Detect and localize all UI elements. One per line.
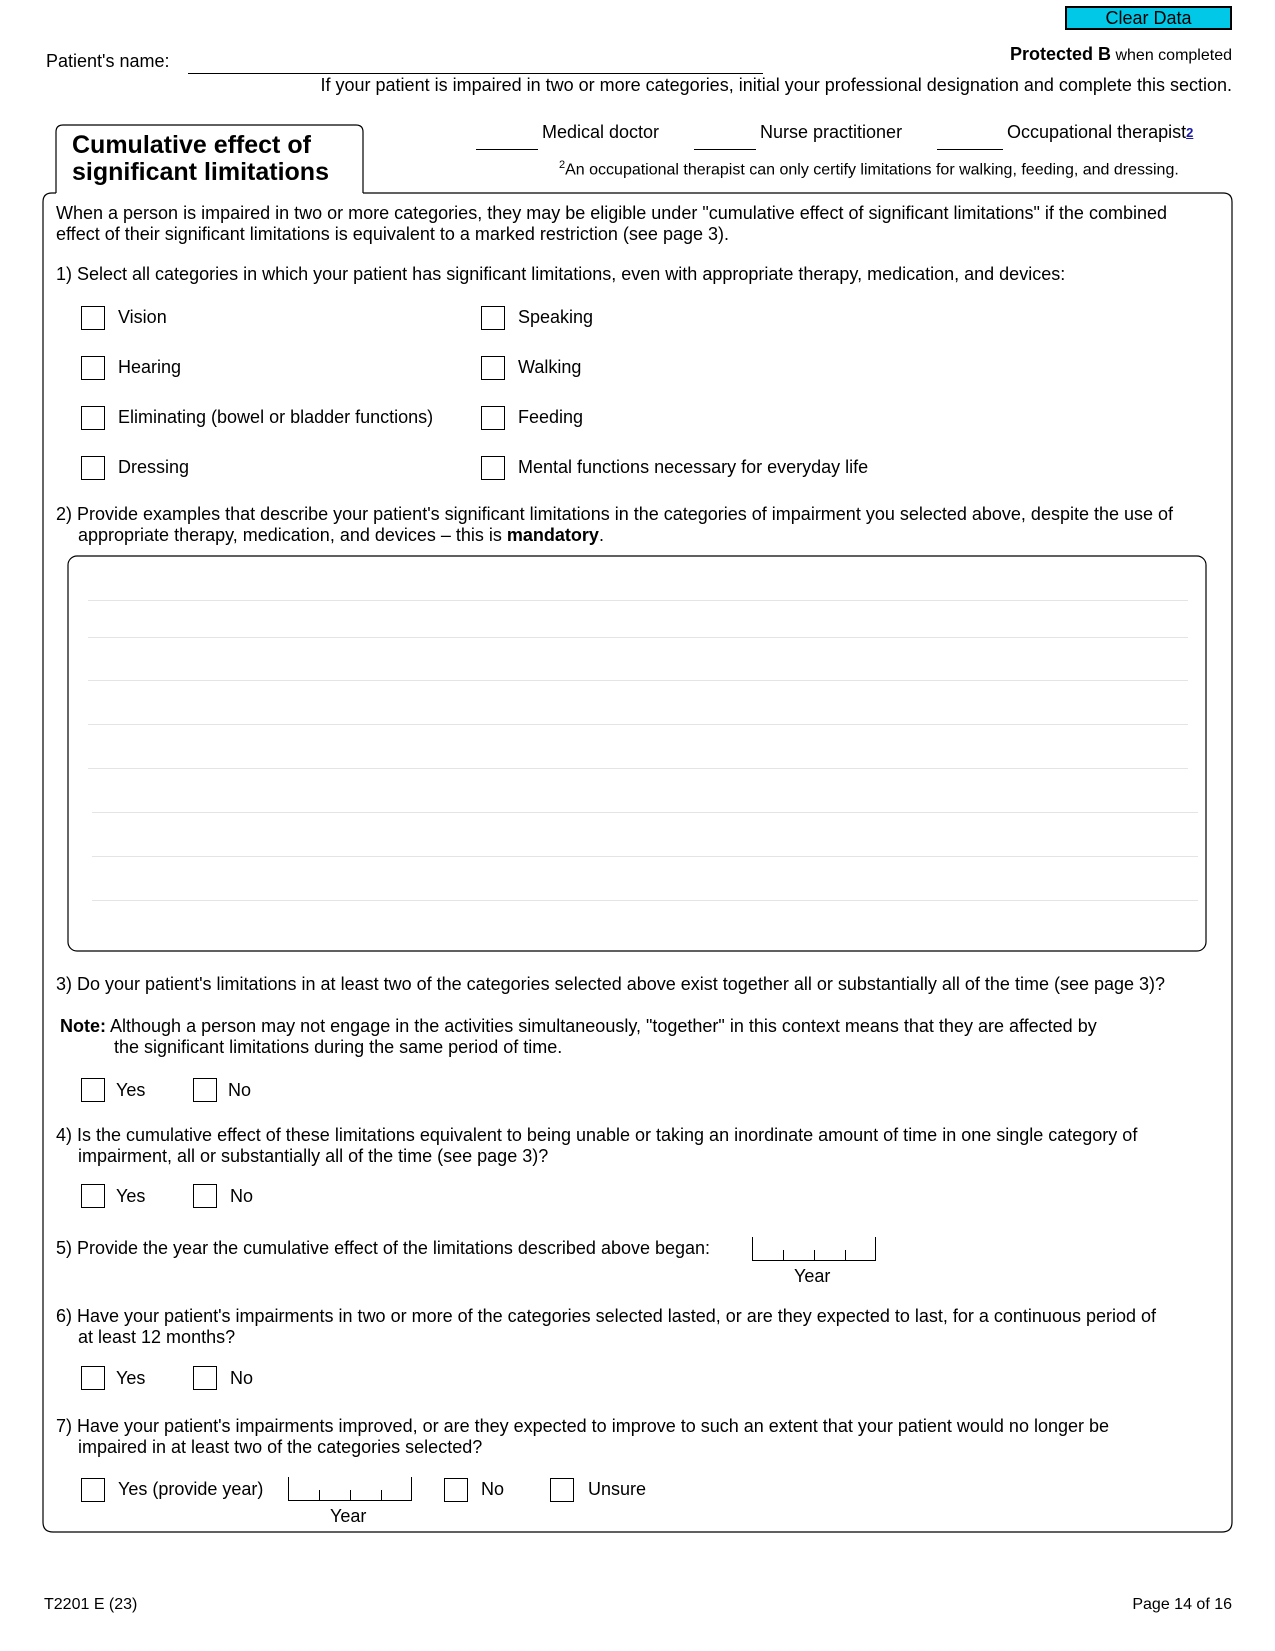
writing-line bbox=[88, 680, 1188, 681]
q6-no-checkbox[interactable] bbox=[193, 1366, 217, 1390]
examples-textarea[interactable] bbox=[70, 558, 1204, 949]
label-eliminating: Eliminating (bowel or bladder functions) bbox=[118, 407, 434, 427]
label-speaking: Speaking bbox=[518, 307, 594, 327]
writing-line bbox=[92, 900, 1198, 901]
q7-unsure-checkbox[interactable] bbox=[550, 1478, 574, 1502]
q4-no-label: No bbox=[230, 1186, 254, 1206]
writing-line bbox=[88, 600, 1188, 601]
q3-yes-label: Yes bbox=[116, 1080, 146, 1100]
medical-doctor-initials-field[interactable] bbox=[476, 149, 538, 150]
question-1-text: 1) Select all categories in which your patient has significant limitations, even with appropriate therapy, medication, and devices: bbox=[56, 264, 1066, 284]
occupational-therapist-label: Occupational therapist bbox=[1007, 122, 1187, 142]
q7-no-checkbox[interactable] bbox=[444, 1478, 468, 1502]
checkbox-speaking[interactable] bbox=[481, 306, 505, 330]
designation-occupational-therapist bbox=[1007, 122, 1193, 143]
instruction-text: If your patient is impaired in two or more categories, initial your professional designation and complete this section. bbox=[320, 75, 1232, 95]
question-2-text bbox=[56, 504, 1173, 546]
q7-year-label: Year bbox=[330, 1506, 367, 1526]
checkbox-mental-functions[interactable] bbox=[481, 456, 505, 480]
section-title bbox=[72, 132, 329, 186]
footnote-2-marker: 2 bbox=[559, 159, 566, 171]
question-6-line1: 6) Have your patient's impairments in two or more of the categories selected lasted, or are they expected to last, for a continuous period of bbox=[56, 1306, 1157, 1326]
q3-yes-checkbox[interactable] bbox=[81, 1078, 105, 1102]
label-feeding: Feeding bbox=[518, 407, 584, 427]
footnote-2-text: An occupational therapist can only certify limitations for walking, feeding, and dressing. bbox=[565, 161, 1179, 179]
question-6-text bbox=[56, 1306, 1156, 1348]
q4-yes-checkbox[interactable] bbox=[81, 1184, 105, 1208]
q5-year-label: Year bbox=[794, 1266, 831, 1286]
question-5-text: 5) Provide the year the cumulative effect of the limitations described above began: bbox=[56, 1238, 711, 1258]
q7-unsure-label: Unsure bbox=[588, 1479, 647, 1499]
year-digit-divider bbox=[814, 1250, 815, 1260]
footnote-2 bbox=[559, 156, 1179, 179]
label-mental-functions: Mental functions necessary for everyday life bbox=[518, 457, 869, 477]
checkbox-feeding[interactable] bbox=[481, 406, 505, 430]
designation-nurse-practitioner: Nurse practitioner bbox=[760, 122, 903, 142]
q7-yes-checkbox[interactable] bbox=[81, 1478, 105, 1502]
checkbox-vision[interactable] bbox=[81, 306, 105, 330]
writing-line bbox=[88, 768, 1188, 769]
writing-line bbox=[92, 856, 1198, 857]
question-6-line2: at least 12 months? bbox=[78, 1327, 236, 1347]
q7-year-input[interactable] bbox=[288, 1477, 412, 1501]
section-title-line1: Cumulative effect of bbox=[72, 131, 311, 159]
note-label: Note: bbox=[60, 1016, 106, 1036]
question-2-line2-text: appropriate therapy, medication, and devices – this is bbox=[78, 525, 507, 545]
question-4-line2: impairment, all or substantially all of the time (see page 3)? bbox=[78, 1146, 549, 1166]
writing-line bbox=[88, 637, 1188, 638]
year-digit-divider bbox=[783, 1250, 784, 1260]
intro-text bbox=[56, 203, 1167, 245]
page-number: Page 14 of 16 bbox=[1132, 1596, 1232, 1613]
writing-line bbox=[88, 724, 1188, 725]
q5-year-input[interactable] bbox=[752, 1237, 876, 1261]
q6-yes-label: Yes bbox=[116, 1368, 146, 1388]
question-7-line2: impaired in at least two of the categories selected? bbox=[78, 1437, 483, 1457]
question-7-text bbox=[56, 1416, 1109, 1458]
year-digit-divider bbox=[350, 1490, 351, 1500]
question-7-line1: 7) Have your patient's impairments improved, or are they expected to improve to such an extent that your patient would no longer be bbox=[56, 1416, 1110, 1436]
nurse-practitioner-initials-field[interactable] bbox=[694, 149, 756, 150]
checkbox-dressing[interactable] bbox=[81, 456, 105, 480]
label-hearing: Hearing bbox=[118, 357, 182, 377]
checkbox-eliminating[interactable] bbox=[81, 406, 105, 430]
section-title-line2: significant limitations bbox=[72, 158, 329, 186]
question-3-text: 3) Do your patient's limitations in at least two of the categories selected above exist together all or substantially all of the time (see page 3)? bbox=[56, 974, 1166, 994]
footnote-2-link[interactable]: 2 bbox=[1186, 125, 1194, 140]
note-line1 bbox=[60, 1016, 1097, 1037]
designation-medical-doctor: Medical doctor bbox=[542, 122, 660, 142]
year-digit-divider bbox=[381, 1490, 382, 1500]
label-walking: Walking bbox=[518, 357, 582, 377]
clear-data-button[interactable]: Clear Data bbox=[1065, 6, 1232, 30]
checkbox-hearing[interactable] bbox=[81, 356, 105, 380]
q7-yes-label: Yes (provide year) bbox=[118, 1479, 264, 1499]
q3-no-checkbox[interactable] bbox=[193, 1078, 217, 1102]
question-3-note bbox=[60, 1016, 1097, 1058]
intro-line2: effect of their significant limitations is equivalent to a marked restriction (see page 3). bbox=[56, 224, 729, 244]
q6-no-label: No bbox=[230, 1368, 254, 1388]
question-2-line2 bbox=[56, 525, 1173, 546]
question-2-mandatory: mandatory bbox=[506, 525, 599, 545]
writing-line bbox=[92, 812, 1198, 813]
q4-no-checkbox[interactable] bbox=[193, 1184, 217, 1208]
form-identifier: T2201 E (23) bbox=[44, 1596, 138, 1613]
year-digit-divider bbox=[319, 1490, 320, 1500]
note-line1-text: Although a person may not engage in the activities simultaneously, "together" in this context means that they are affected by bbox=[106, 1016, 1097, 1036]
label-vision: Vision bbox=[118, 307, 167, 327]
protected-b-suffix: when completed bbox=[1111, 47, 1232, 64]
year-digit-divider bbox=[845, 1250, 846, 1260]
checkbox-walking[interactable] bbox=[481, 356, 505, 380]
question-2-line2-end: . bbox=[598, 525, 604, 545]
label-dressing: Dressing bbox=[118, 457, 190, 477]
q7-no-label: No bbox=[481, 1479, 505, 1499]
patient-name-label: Patient's name: bbox=[46, 51, 170, 71]
protected-b-label: Protected B bbox=[1010, 44, 1112, 64]
q4-yes-label: Yes bbox=[116, 1186, 146, 1206]
question-4-text bbox=[56, 1125, 1137, 1167]
intro-line1: When a person is impaired in two or more categories, they may be eligible under "cumulative effect of significant limitations" if the combined bbox=[56, 203, 1167, 223]
note-line2: the significant limitations during the same period of time. bbox=[114, 1037, 563, 1057]
q6-yes-checkbox[interactable] bbox=[81, 1366, 105, 1390]
occupational-therapist-initials-field[interactable] bbox=[937, 149, 1003, 150]
q3-no-label: No bbox=[228, 1080, 252, 1100]
question-2-line1: 2) Provide examples that describe your patient's significant limitations in the categories of impairment you selected above, despite the use of bbox=[56, 504, 1174, 524]
question-4-line1: 4) Is the cumulative effect of these limitations equivalent to being unable or taking an inordinate amount of time in one single category of bbox=[56, 1125, 1138, 1145]
